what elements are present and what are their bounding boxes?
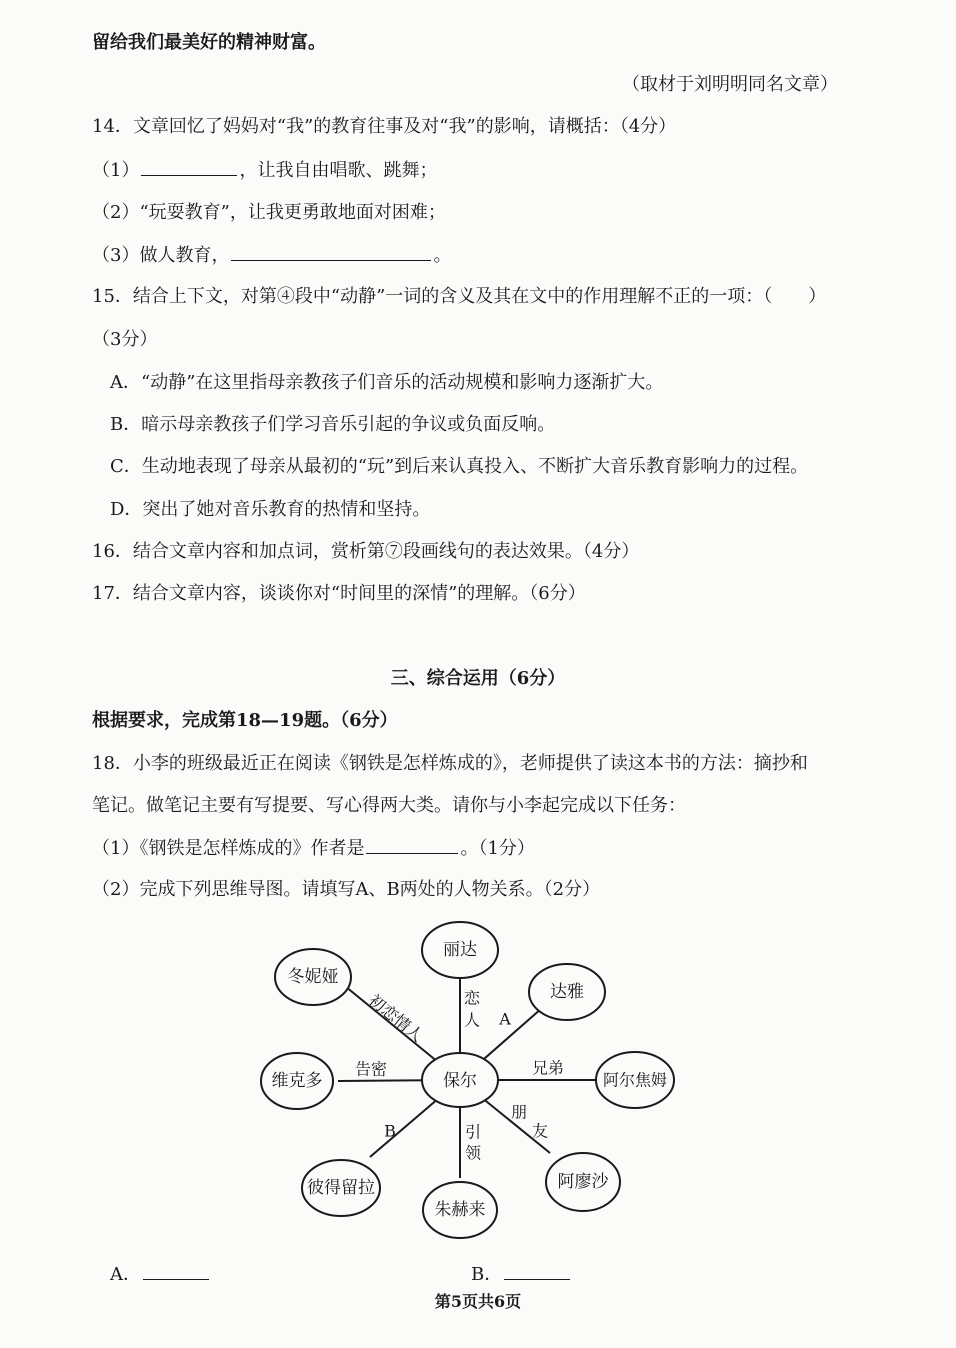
node-zhuhelai-label: 朱赫来 bbox=[434, 1200, 486, 1220]
answer-blank-b[interactable] bbox=[504, 1261, 570, 1280]
source-citation: （取材于刘明明同名文章） bbox=[622, 74, 838, 95]
question-15-option-c: C．生动地表现了母亲从最初的“玩”到后来认真投入、不断扩大音乐教育影响力的过程。 bbox=[110, 456, 809, 477]
question-15-option-d: D．突出了她对音乐教育的热情和坚持。 bbox=[110, 499, 431, 520]
question-15-score: （3分） bbox=[92, 329, 158, 350]
character-mind-map bbox=[250, 920, 710, 1250]
question-18-stem-line-2: 笔记。做笔记主要有写提要、写心得两大类。请你与小李起完成以下任务： bbox=[92, 795, 686, 816]
question-15-option-a: A．“动静”在这里指母亲教孩子们音乐的活动规模和影响力逐渐扩大。 bbox=[110, 372, 664, 393]
node-lida-label: 丽达 bbox=[443, 940, 477, 960]
question-14-item-2: （2）“玩耍教育”，让我更勇敢地面对困难； bbox=[92, 202, 446, 223]
edge-lida-label-2: 人 bbox=[463, 1010, 481, 1030]
node-dongniya-label: 冬妮娅 bbox=[287, 967, 339, 987]
section-3-title: 三、综合运用（6分） bbox=[390, 668, 566, 689]
item-1-suffix: ，让我自由唱歌、跳舞； bbox=[239, 160, 438, 181]
edge-zhuhelai-label-2: 领 bbox=[464, 1143, 482, 1163]
edge-aliaosha-label-1: 朋 bbox=[510, 1102, 528, 1122]
question-17: 17．结合文章内容，谈谈你对“时间里的深情”的理解。（6分） bbox=[92, 583, 586, 604]
continuation-text: 留给我们最美好的精神财富。 bbox=[92, 32, 326, 53]
edge-aliaosha-label-2: 友 bbox=[531, 1121, 549, 1141]
answer-b-label: B． bbox=[471, 1264, 503, 1285]
edge-daya-label: A bbox=[499, 1009, 511, 1029]
question-14-item-3 bbox=[92, 242, 451, 269]
node-aliaosha-label: 阿廖沙 bbox=[557, 1172, 609, 1192]
answer-b-row bbox=[471, 1261, 572, 1288]
question-14-stem: 14．文章回忆了妈妈对“我”的教育往事及对“我”的影响，请概括：（4分） bbox=[92, 116, 677, 137]
question-16: 16．结合文章内容和加点词，赏析第⑦段画线句的表达效果。（4分） bbox=[92, 541, 640, 562]
node-center-label: 保尔 bbox=[443, 1071, 477, 1091]
edge-zhuhelai-label-1: 引 bbox=[464, 1122, 482, 1142]
question-15-option-b: B．暗示母亲教孩子们学习音乐引起的争议或负面反响。 bbox=[110, 414, 556, 435]
item-3-suffix: 。 bbox=[433, 245, 452, 266]
edge-aerjiaomu-label: 兄弟 bbox=[531, 1058, 565, 1078]
answer-blank-14-1[interactable] bbox=[141, 157, 237, 176]
page-footer: 第5页共6页 bbox=[434, 1292, 522, 1311]
node-daya-label: 达雅 bbox=[550, 982, 584, 1002]
sub-1-suffix: 。（1分） bbox=[460, 838, 535, 859]
edge-lida-label-1: 恋 bbox=[463, 988, 481, 1008]
sub-1-prefix: （1）《钢铁是怎样炼成的》作者是 bbox=[92, 838, 365, 859]
question-18-sub-1 bbox=[92, 835, 535, 862]
question-18-sub-2: （2）完成下列思维导图。请填写A、B两处的人物关系。（2分） bbox=[92, 879, 601, 900]
edge-bidelala-label: B bbox=[384, 1121, 396, 1141]
edge-weikeduo-label: 告密 bbox=[354, 1059, 388, 1079]
answer-a-label: A． bbox=[110, 1264, 141, 1285]
question-15-stem: 15．结合上下文，对第④段中“动静”一词的含义及其在文中的作用理解不正的一项：（ ） bbox=[92, 286, 827, 307]
question-14-item-1 bbox=[92, 157, 437, 184]
node-aerjiaomu-label: 阿尔焦姆 bbox=[602, 1070, 668, 1090]
answer-a-row bbox=[110, 1261, 211, 1288]
question-18-stem-line-1: 18．小李的班级最近正在阅读《钢铁是怎样炼成的》，老师提供了读这本书的方法：摘抄和 bbox=[92, 753, 808, 774]
answer-blank-a[interactable] bbox=[143, 1261, 209, 1280]
item-1-prefix: （1） bbox=[92, 160, 140, 181]
edge-dongniya-label: 初恋情人 bbox=[365, 990, 427, 1046]
node-weikeduo-label: 维克多 bbox=[271, 1071, 323, 1091]
section-3-instruction: 根据要求，完成第18—19题。（6分） bbox=[92, 710, 398, 731]
answer-blank-18-1[interactable] bbox=[366, 835, 458, 854]
node-bidelala-label: 彼得留拉 bbox=[307, 1178, 375, 1198]
item-3-prefix: （3）做人教育， bbox=[92, 245, 230, 266]
answer-blank-14-3[interactable] bbox=[231, 242, 431, 261]
